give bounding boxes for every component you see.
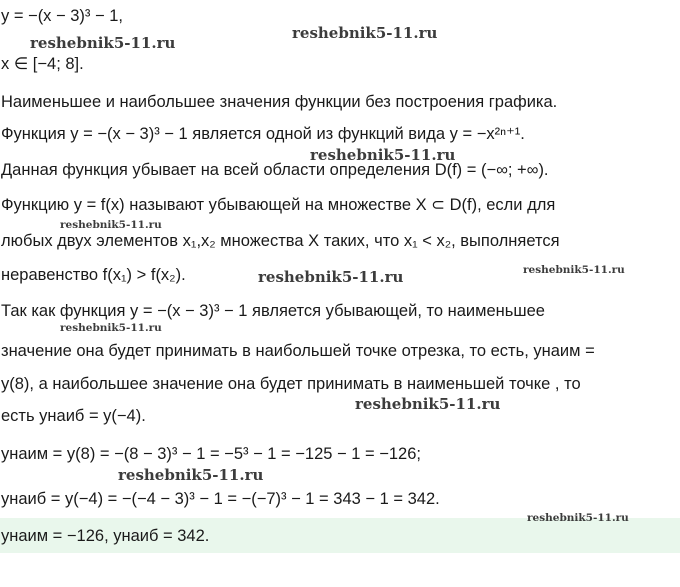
definition-line-3: неравенство f(x₁) > f(x₂). — [1, 266, 186, 284]
min-calculation: yнаим = y(8) = −(8 − 3)³ − 1 = −5³ − 1 = −125 − 1 = −126; — [1, 445, 421, 463]
watermark: reshebnik5-11.ru — [292, 24, 438, 42]
solution-line-1: Функция y = −(x − 3)³ − 1 является одной из функций вида y = −x²ⁿ⁺¹. — [1, 125, 525, 143]
task-heading: Наименьшее и наибольшее значения функции без построения графика. — [1, 93, 558, 111]
reasoning-line-4: есть yнаиб = y(−4). — [1, 407, 146, 425]
given-interval: x ∈ [−4; 8]. — [1, 55, 84, 73]
reasoning-line-2: значение она будет принимать в наибольшей точке отрезка, то есть, yнаим = — [1, 342, 595, 360]
reasoning-line-1: Так как функция y = −(x − 3)³ − 1 является убывающей, то наименьшее — [1, 302, 545, 320]
max-calculation: yнаиб = y(−4) = −(−4 − 3)³ − 1 = −(−7)³ − 1 = 343 − 1 = 342. — [1, 490, 440, 508]
watermark: reshebnik5-11.ru — [310, 146, 456, 164]
watermark: reshebnik5-11.ru — [523, 264, 625, 276]
definition-line-1: Функцию y = f(x) называют убывающей на множестве X ⊂ D(f), если для — [1, 196, 556, 214]
definition-line-2: любых двух элементов x₁,x₂ множества X таких, что x₁ < x₂, выполняется — [1, 232, 560, 250]
reasoning-line-3: y(8), а наибольшее значение она будет принимать в наименьшей точке , то — [1, 375, 581, 393]
watermark: reshebnik5-11.ru — [258, 268, 404, 286]
watermark: reshebnik5-11.ru — [527, 512, 629, 524]
solution-line-2: Данная функция убывает на всей области определения D(f) = (−∞; +∞). — [1, 161, 549, 179]
watermark: reshebnik5-11.ru — [118, 466, 264, 484]
given-function: y = −(x − 3)³ − 1, — [1, 7, 123, 25]
watermark: reshebnik5-11.ru — [30, 34, 176, 52]
answer: yнаим = −126, yнаиб = 342. — [1, 527, 210, 545]
watermark: reshebnik5-11.ru — [355, 395, 501, 413]
watermark: reshebnik5-11.ru — [60, 219, 162, 231]
watermark: reshebnik5-11.ru — [60, 322, 162, 334]
